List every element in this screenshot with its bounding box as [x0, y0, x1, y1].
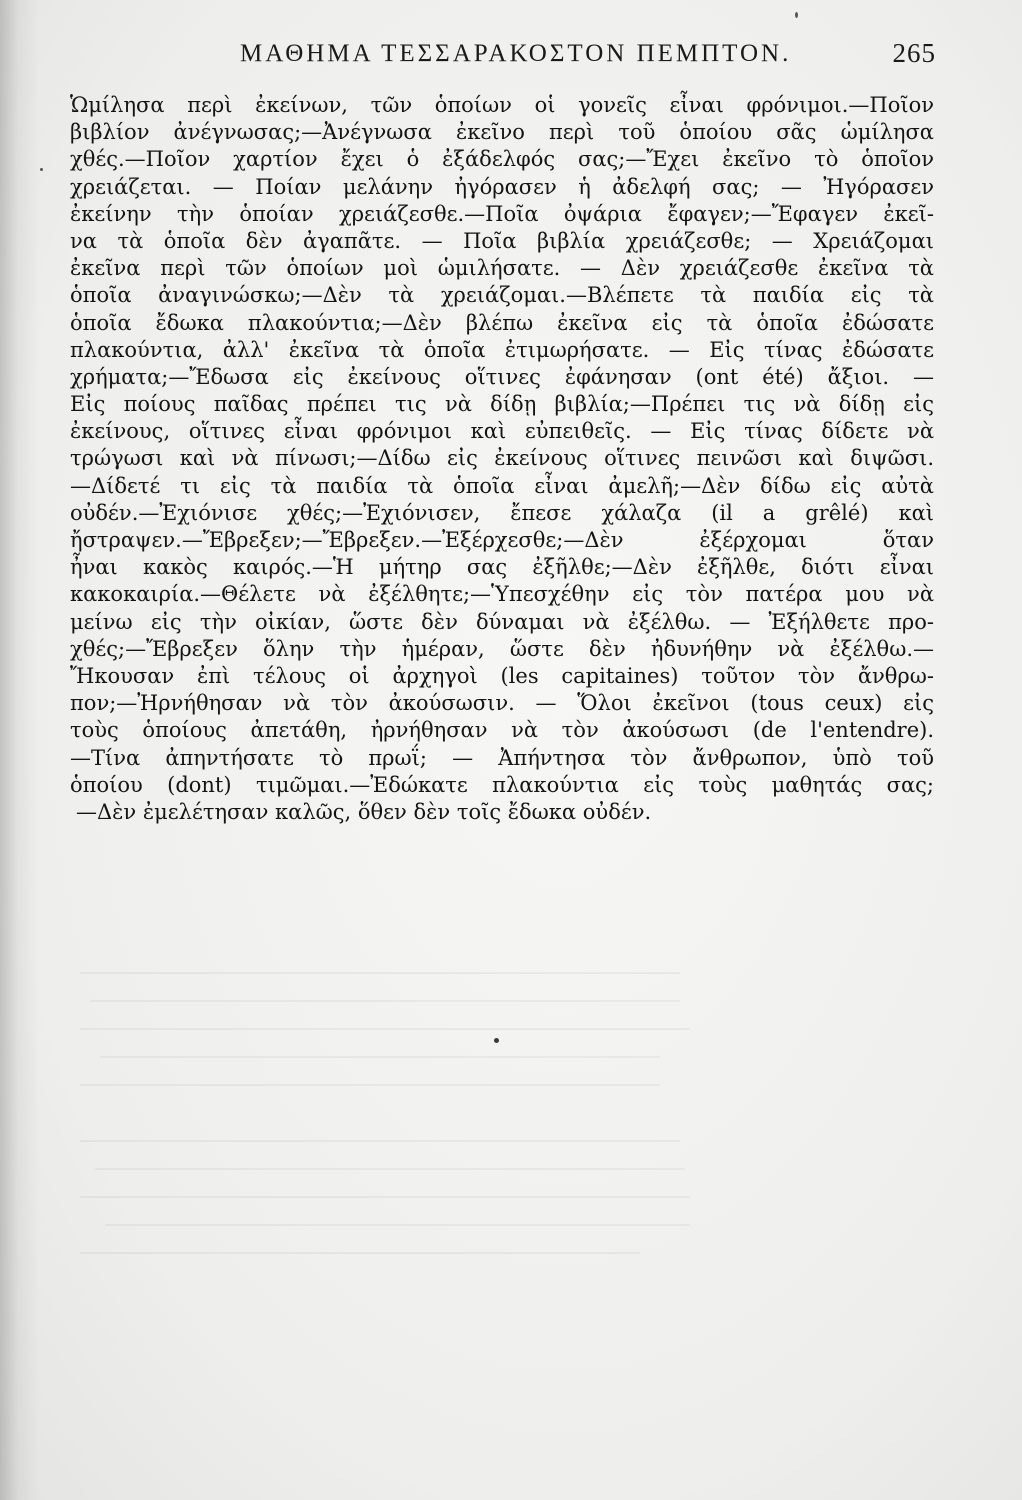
text-line: πλακούντια, ἀλλ' ἐκεῖνα τὰ ὁποῖα ἐτιμωρήσατε. — Εἰς τίνας ἐδώσατε	[70, 337, 934, 362]
text-line: οὐδέν.—Ἐχιόνισε χθές;—Ἐχιόνισεν, ἔπεσε χάλαζα (il a grêlé) καὶ	[70, 500, 934, 525]
text-line: ὁποῖα ἀναγινώσκω;—Δὲν τὰ χρειάζομαι.—Βλέπετε τὰ παιδία εἰς τὰ	[70, 283, 934, 308]
ink-speck	[40, 168, 43, 171]
ink-speck	[795, 12, 798, 18]
text-line: πον;—Ἠρνήθησαν νὰ τὸν ἀκούσωσιν. — Ὅλοι ἐκεῖνοι (tous ceux) εἰς	[70, 691, 934, 716]
text-line-last: —Δὲν ἐμελέτησαν καλῶς, ὅθεν δὲν τοῖς ἔδωκα οὐδέν.	[76, 799, 652, 824]
text-line: ὁποῖα ἔδωκα πλακούντια;—Δὲν βλέπω ἐκεῖνα εἰς τὰ ὁποῖα ἐδώσατε	[70, 310, 934, 335]
text-line: να τὰ ὁποῖα δὲν ἀγαπᾶτε. — Ποῖα βιβλία χρειάζεσθε; — Χρειάζομαι	[70, 228, 934, 253]
text-line: ἐκείνους, οἵτινες εἶναι φρόνιμοι καὶ εὐπειθεῖς. — Εἰς τίνας δίδετε νὰ	[70, 419, 934, 444]
text-line: ἦναι κακὸς καιρός.—Ἡ μήτηρ σας ἐξῆλθε;—Δὲν ἐξῆλθε, διότι εἶναι	[70, 555, 934, 580]
text-line: Ἤκουσαν ἐπὶ τέλους οἱ ἀρχηγοὶ (les capitaines) τοῦτον τὸν ἄνθρω-	[70, 663, 934, 688]
text-line: —Δίδετέ τι εἰς τὰ παιδία τὰ ὁποῖα εἶναι ἀμελῆ;—Δὲν δίδω εἰς αὐτὰ	[70, 473, 934, 498]
running-head	[0, 38, 1022, 78]
text-line: τρώγωσι καὶ νὰ πίνωσι;—Δίδω εἰς ἐκείνους οἵτινες πεινῶσι καὶ διψῶσι.	[70, 446, 934, 471]
text-line: χθές;—Ἔβρεξεν ὅλην τὴν ἡμέραν, ὥστε δὲν ἠδυνήθην νὰ ἐξέλθω.—	[70, 636, 934, 661]
text-line: χρήματα;—Ἔδωσα εἰς ἐκείνους οἵτινες ἐφάνησαν (ont été) ἄξιοι. —	[70, 364, 934, 389]
text-line: χρειάζεται. — Ποίαν μελάνην ἠγόρασεν ἡ ἀδελφή σας; — Ἠγόρασεν	[70, 174, 934, 199]
text-line: τοὺς ὁποίους ἀπετάθη, ἠρνήθησαν νὰ τὸν ἀκούσωσι (de l'entendre).	[70, 718, 934, 743]
text-line: ὁποίου (dont) τιμῶμαι.—Ἐδώκατε πλακούντια εἰς τοὺς μαθητάς σας;	[70, 772, 934, 797]
show-through-text	[80, 960, 940, 1290]
text-line: ἐκείνην τὴν ὁποίαν χρειάζεσθε.—Ποῖα ὀψάρια ἔφαγεν;—Ἔφαγεν ἐκεῖ-	[70, 201, 934, 226]
text-line: ἤστραψεν.—Ἔβρεξεν;—Ἔβρεξεν.—Ἐξέρχεσθε;—Δὲν ἐξέρχομαι ὅταν	[70, 528, 934, 552]
text-line: βιβλίον ἀνέγνωσας;—Ἀνέγνωσα ἐκεῖνο περὶ τοῦ ὁποίου σᾶς ὡμίλησα	[70, 120, 934, 145]
body-text	[70, 92, 934, 826]
chapter-title: ΜΑΘΗΜΑ ΤΕΣΣΑΡΑΚΟΣΤΟΝ ΠΕΜΠΤΟΝ.	[240, 40, 792, 67]
text-line: ἐκεῖνα περὶ τῶν ὁποίων μοὶ ὡμιλήσατε. — Δὲν χρειάζεσθε ἐκεῖνα τὰ	[70, 256, 934, 281]
text-line: χθές.—Ποῖον χαρτίον ἔχει ὁ ἐξάδελφός σας;—Ἔχει ἐκεῖνο τὸ ὁποῖον	[70, 147, 934, 172]
text-line: κακοκαιρία.—Θέλετε νὰ ἐξέλθητε;—Ὑπεσχέθην εἰς τὸν πατέρα μου νὰ	[70, 582, 934, 607]
stray-ink-dot	[494, 1038, 499, 1043]
page-number: 265	[892, 38, 936, 68]
text-line: Ὡμίλησα περὶ ἐκείνων, τῶν ὁποίων οἱ γονεῖς εἶναι φρόνιμοι.—Ποῖον	[70, 93, 934, 117]
text-line: μείνω εἰς τὴν οἰκίαν, ὥστε δὲν δύναμαι νὰ ἐξέλθω. — Ἐξήλθετε προ-	[70, 609, 934, 634]
text-line: —Τίνα ἀπηντήσατε τὸ πρωΐ; — Ἀπήντησα τὸν ἄνθρωπον, ὑπὸ τοῦ	[70, 745, 934, 770]
text-line: Εἰς ποίους παῖδας πρέπει τις νὰ δίδῃ βιβλία;—Πρέπει τις νὰ δίδῃ εἰς	[70, 392, 934, 417]
